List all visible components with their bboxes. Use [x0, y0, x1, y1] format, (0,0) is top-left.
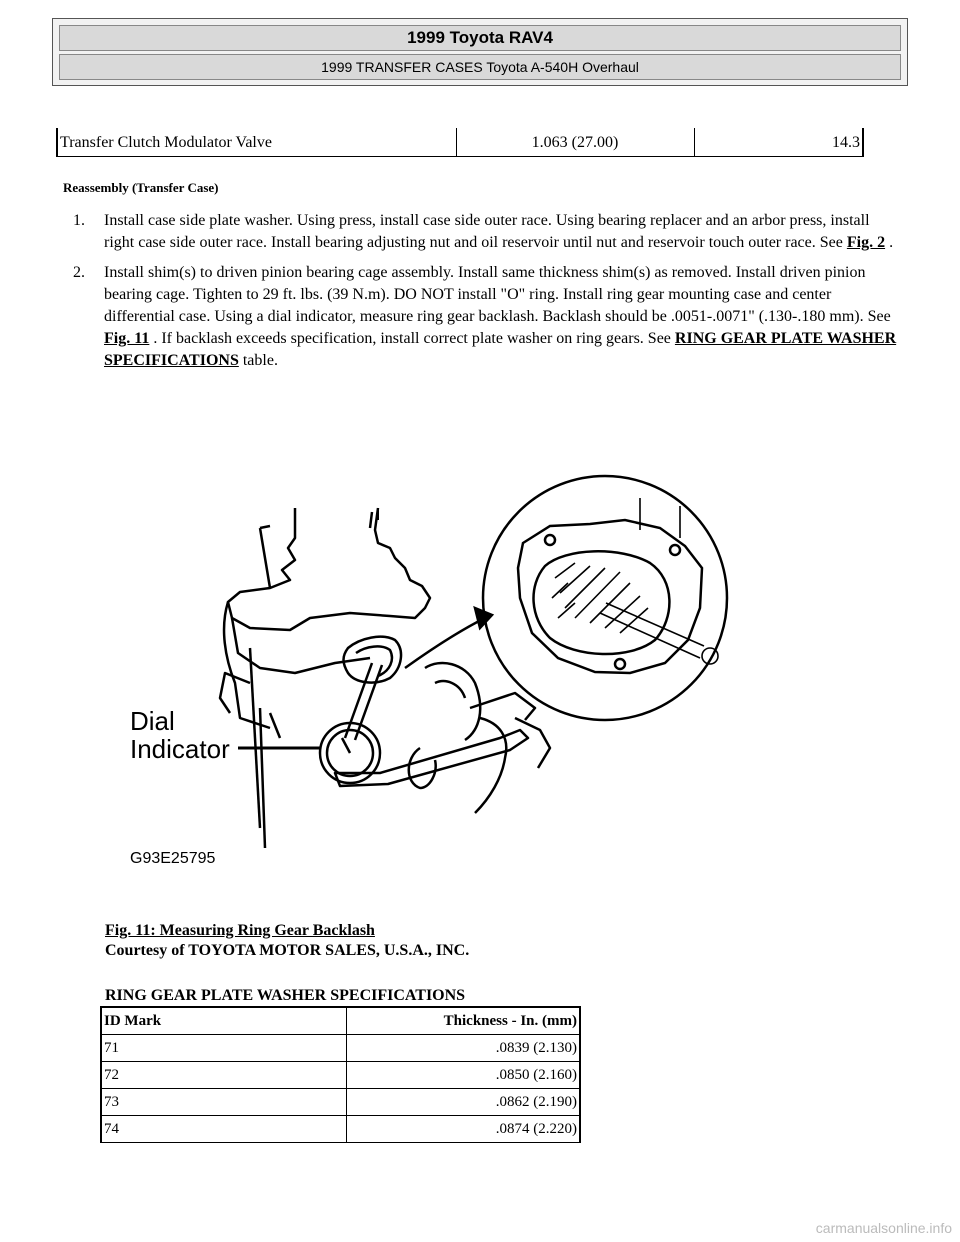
thickness-cell: .0862 (2.190) — [347, 1089, 581, 1116]
figure-illustration — [120, 468, 730, 868]
id-cell: 71 — [101, 1035, 347, 1062]
page-header — [52, 18, 908, 86]
id-cell: 73 — [101, 1089, 347, 1116]
id-cell: 74 — [101, 1116, 347, 1143]
header-title: 1999 Toyota RAV4 — [59, 25, 901, 51]
caption-title: Fig. 11: Measuring Ring Gear Backlash — [105, 922, 375, 939]
table-row — [101, 1116, 580, 1143]
id-cell: 72 — [101, 1062, 347, 1089]
thickness-cell: .0850 (2.160) — [347, 1062, 581, 1089]
thickness-cell: .0874 (2.220) — [347, 1116, 581, 1143]
row-value-cell: 14.3 — [832, 134, 860, 151]
table-title: RING GEAR PLATE WASHER SPECIFICATIONS — [105, 987, 466, 1004]
step-text-middle: . If backlash exceeds specification, install correct plate washer on ring gears. See — [149, 330, 675, 347]
step-item — [73, 262, 903, 372]
col-thickness-header: Thickness - In. (mm) — [347, 1007, 581, 1035]
dial-label-line2: Indicator — [130, 734, 230, 764]
table-row — [101, 1089, 580, 1116]
col-id-header: ID Mark — [101, 1007, 347, 1035]
dial-label-line1: Dial — [130, 706, 175, 736]
step-text-end: . — [885, 234, 894, 251]
watermark: carmanualsonline.info — [815, 1220, 952, 1236]
procedure-steps — [73, 210, 903, 380]
caption-credit: Courtesy of TOYOTA MOTOR SALES, U.S.A., INC. — [105, 942, 470, 959]
fig-2-link[interactable]: Fig. 2 — [846, 234, 886, 251]
table-row — [101, 1035, 580, 1062]
figure-caption — [105, 921, 469, 961]
step-text: Install case side plate washer. Using press, install case side outer race. Using bearing replacer and an arbor press, install right case side outer race. Install bearing adjusting nut and oil reservoir until nut and reservoir touch outer race. See — [104, 212, 870, 251]
section-title: Reassembly (Transfer Case) — [63, 180, 219, 195]
thickness-cell: .0839 (2.130) — [347, 1035, 581, 1062]
table-header-row — [101, 1007, 580, 1035]
row-name-cell: Transfer Clutch Modulator Valve — [60, 128, 457, 156]
row-length-cell: 1.063 (27.00) — [456, 128, 695, 156]
spec-table-row — [56, 128, 864, 157]
step-item — [73, 210, 903, 254]
step-text-end: table. — [238, 352, 278, 369]
step-number: 2. — [73, 264, 85, 281]
figure-code: G93E25795 — [130, 850, 216, 867]
step-number: 1. — [73, 212, 85, 229]
header-subtitle: 1999 TRANSFER CASES Toyota A-540H Overhaul — [59, 54, 901, 80]
fig-11-link[interactable]: Fig. 11 — [104, 330, 150, 347]
spec-table — [100, 1006, 581, 1143]
table-row — [101, 1062, 580, 1089]
dial-indicator-figure — [120, 468, 730, 868]
spec-table-link[interactable]: RING GEAR PLATE WASHER SPECIFICATIONS — [104, 330, 897, 369]
step-text: Install shim(s) to driven pinion bearing cage assembly. Install same thickness shim(s) as removed. Install driven pinion bearing cage. Tighten to 29 ft. lbs. (39 N.m). DO NOT install "O" ring. Install ring gear mounting case and center differential case. Using a dial indicator, measure ring gear backlash. Backlash should be .0051-.0071" (.130-.180 mm). See — [104, 264, 891, 325]
